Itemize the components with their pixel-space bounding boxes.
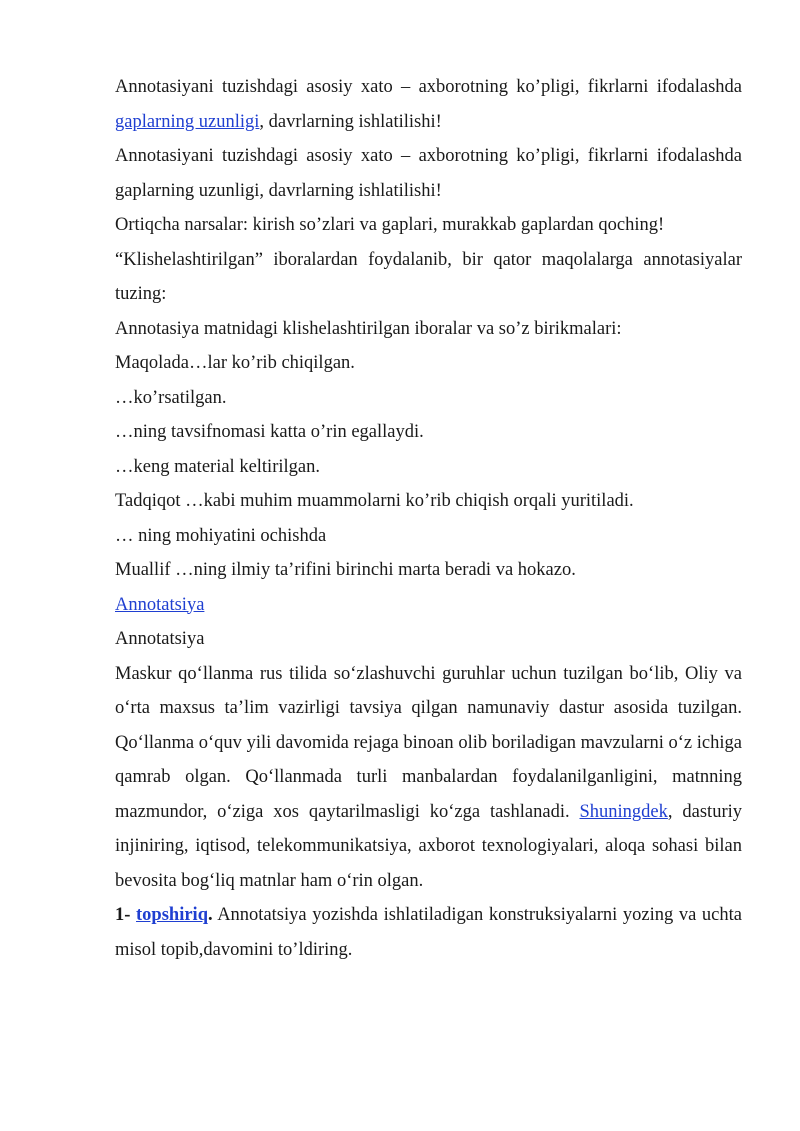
list-item: Maqolada…lar ko’rib chiqilgan. — [115, 353, 355, 373]
paragraph-4: “Klishelashtirilgan” iboralardan foydalanib, bir qator maqolalarga annotasiyalar tuzing: — [115, 249, 742, 304]
section-heading: Annotatsiya — [115, 629, 205, 649]
paragraph-1-text-b: , davrlarning ishlatilishi! — [259, 111, 442, 132]
body-text-a: Maskur qo‘llanma rus tilida so‘zlashuvchi guruhlar uchun tuzilgan bo‘lib, Oliy va o‘rta maxsus ta’lim vazirligi tavsiya qilgan namunaviy dastur asosida tuzilgan. Qo‘llanma o‘quv yili davomida rejaga binoan olib boriladigan mavzularni o‘z ichiga qamrab olgan. Qo‘llanmada turli manbalardan foydalanilganligini, matnning mazmundor, o‘ziga xos qaytarilmasligi ko‘zga tashlanadi. — [115, 663, 742, 822]
list-item: … ning mohiyatini ochishda — [115, 525, 327, 546]
task-paragraph — [115, 898, 742, 967]
annotatsiya-link[interactable]: Annotatsiya — [115, 594, 205, 615]
heading-link-row — [115, 588, 742, 623]
link-topshiriq[interactable]: topshiriq — [136, 905, 208, 925]
link-gaplarning-uzunligi[interactable]: gaplarning uzunligi — [115, 111, 260, 132]
task-text: Annotatsiya yozishda ishlatiladigan konstruksiyalarni yozing va uchta misol topib,davomini to’ldiring. — [115, 905, 742, 960]
list-item: …ning tavsifnomasi katta o’rin egallaydi. — [115, 422, 424, 442]
task-number: 1- — [115, 905, 137, 925]
list-item: Tadqiqot …kabi muhim muammolarni ko’rib chiqish orqali yuritiladi. — [115, 491, 634, 511]
paragraph-2: Annotasiyani tuzishdagi asosiy xato – axborotning ko’pligi, fikrlarni ifodalashda gaplarning uzunligi, davrlarning ishlatilishi! — [115, 146, 742, 201]
task-label — [115, 905, 213, 925]
body-paragraph — [115, 657, 742, 899]
body-text-b: , dasturiy injiniring, iqtisod, telekommunikatsiya, axborot texnologiyalari, aloqa sohasi bilan bevosita bog‘liq matnlar ham o‘rin olgan. — [115, 801, 742, 891]
link-shuningdek[interactable]: Shuningdek — [579, 801, 668, 822]
list-item: Muallif …ning ilmiy ta’rifini birinchi marta beradi va hokazo. — [115, 560, 576, 580]
list-item: …ko’rsatilgan. — [115, 387, 227, 408]
paragraph-1-text-a: Annotasiyani tuzishdagi asosiy xato – axborotning ko’pligi, fikrlarni ifodalashda — [115, 77, 742, 97]
paragraph-1 — [115, 70, 742, 139]
document-page — [115, 70, 742, 967]
list-item: …keng material keltirilgan. — [115, 456, 320, 477]
task-dot: . — [207, 905, 213, 925]
paragraph-3: Ortiqcha narsalar: kirish so’zlari va gaplari, murakkab gaplardan qoching! — [115, 215, 665, 235]
paragraph-5: Annotasiya matnidagi klishelashtirilgan iboralar va so’z birikmalari: — [115, 318, 622, 339]
